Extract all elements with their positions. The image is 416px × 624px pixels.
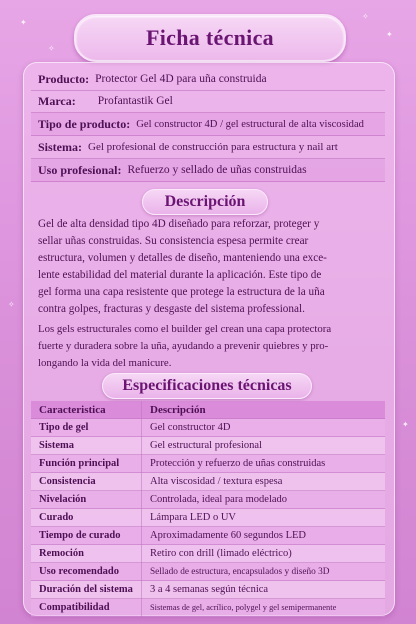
spec-value: Gel constructor 4D xyxy=(142,419,386,437)
info-row-marca xyxy=(31,90,385,113)
spec-value: Sistemas de gel, acrílico, polygel y gel semipermanente xyxy=(142,599,386,617)
spec-key: Función principal xyxy=(31,455,142,473)
column-header: Caracteristica xyxy=(31,401,142,419)
description-paragraph-2 xyxy=(38,321,374,372)
title-plate xyxy=(74,14,346,62)
spec-value: Alta viscosidad / textura espesa xyxy=(142,473,386,491)
text-line: lente estabilidad del material durante la aplicación. Este tipo de xyxy=(38,269,322,281)
table-row xyxy=(31,581,385,599)
description-paragraph-1 xyxy=(38,216,374,318)
description-heading-text: Descripción xyxy=(164,193,246,210)
info-label: Marca: xyxy=(38,93,76,108)
spec-key: Consistencia xyxy=(31,473,142,491)
table-row xyxy=(31,599,385,617)
spec-key: Sistema xyxy=(31,437,142,455)
spec-value: Protección y refuerzo de uñas construidas xyxy=(142,455,386,473)
info-value: Protector Gel 4D para uña construida xyxy=(95,73,267,85)
info-value: Gel constructor 4D / gel estructural de alta viscosidad xyxy=(136,118,364,130)
info-row-tipo xyxy=(31,113,385,136)
page-title: Ficha técnica xyxy=(146,25,274,50)
table-row xyxy=(31,509,385,527)
specs-table xyxy=(31,401,385,617)
spec-key: Tipo de gel xyxy=(31,419,142,437)
info-value: Refuerzo y sellado de uñas construidas xyxy=(127,164,307,176)
spec-key: Remoción xyxy=(31,545,142,563)
text-line: contra golpes, fracturas y desgaste del sistema professional. xyxy=(38,303,305,315)
table-row xyxy=(31,419,385,437)
info-row-producto xyxy=(31,68,385,91)
table-row xyxy=(31,437,385,455)
description-heading xyxy=(142,189,268,215)
info-row-sistema xyxy=(31,136,385,159)
text-line: Los gels estructurales como el builder gel crean una capa protectora xyxy=(38,323,332,335)
info-value: Gel profesional de construcción para estructura y nail art xyxy=(88,141,338,153)
spec-key: Compatibilidad xyxy=(31,599,142,617)
sparkle-icon: ✦ xyxy=(20,18,27,27)
column-header: Descripción xyxy=(142,401,386,419)
info-label: Uso profesional: xyxy=(38,162,122,177)
info-label: Tipo de producto: xyxy=(38,116,131,131)
spec-value: Sellado de estructura, encapsulados y diseño 3D xyxy=(142,563,386,581)
info-value: Profantastik Gel xyxy=(97,95,173,107)
sparkle-icon: ✧ xyxy=(362,12,369,21)
text-line: sellar uñas construidas. Su consistencia espesa permite crear xyxy=(38,235,309,247)
table-row xyxy=(31,563,385,581)
text-line: estructura, volumen y detalles de diseño, manteniendo una exce- xyxy=(38,252,327,264)
table-row xyxy=(31,491,385,509)
spec-value: Controlada, ideal para modelado xyxy=(142,491,386,509)
sparkle-icon: ✧ xyxy=(48,44,55,53)
spec-value: Gel estructural profesional xyxy=(142,437,386,455)
spec-key: Nivelación xyxy=(31,491,142,509)
table-row xyxy=(31,455,385,473)
text-line: longando la vida del manicure. xyxy=(38,357,172,369)
specs-heading-text: Especificaciones técnicas xyxy=(122,377,292,394)
info-label: Sistema: xyxy=(38,139,82,154)
info-row-uso xyxy=(31,159,385,182)
spec-key: Duración del sistema xyxy=(31,581,142,599)
sparkle-icon: ✦ xyxy=(386,30,393,39)
spec-value: Lámpara LED o UV xyxy=(142,509,386,527)
text-line: Gel de alta densidad tipo 4D diseñado para reforzar, proteger y xyxy=(38,218,320,230)
spec-value: 3 a 4 semanas según técnica xyxy=(142,581,386,599)
table-row xyxy=(31,527,385,545)
spec-value: Retiro con drill (limado eléctrico) xyxy=(142,545,386,563)
specs-heading xyxy=(102,373,312,399)
table-row xyxy=(31,473,385,491)
spec-value: Aproximadamente 60 segundos LED xyxy=(142,527,386,545)
spec-key: Curado xyxy=(31,509,142,527)
table-header-row xyxy=(31,401,385,419)
text-line: gel forma una capa resistente que protege la estructura de la uña xyxy=(38,286,325,298)
table-row xyxy=(31,545,385,563)
sparkle-icon: ✧ xyxy=(8,300,15,309)
spec-key: Uso recomendado xyxy=(31,563,142,581)
spec-key: Tiempo de curado xyxy=(31,527,142,545)
text-line: fuerte y duradera sobre la uña, ayudando a prevenir quiebres y pro- xyxy=(38,340,329,352)
sparkle-icon: ✦ xyxy=(402,420,409,429)
info-label: Producto: xyxy=(38,71,90,86)
